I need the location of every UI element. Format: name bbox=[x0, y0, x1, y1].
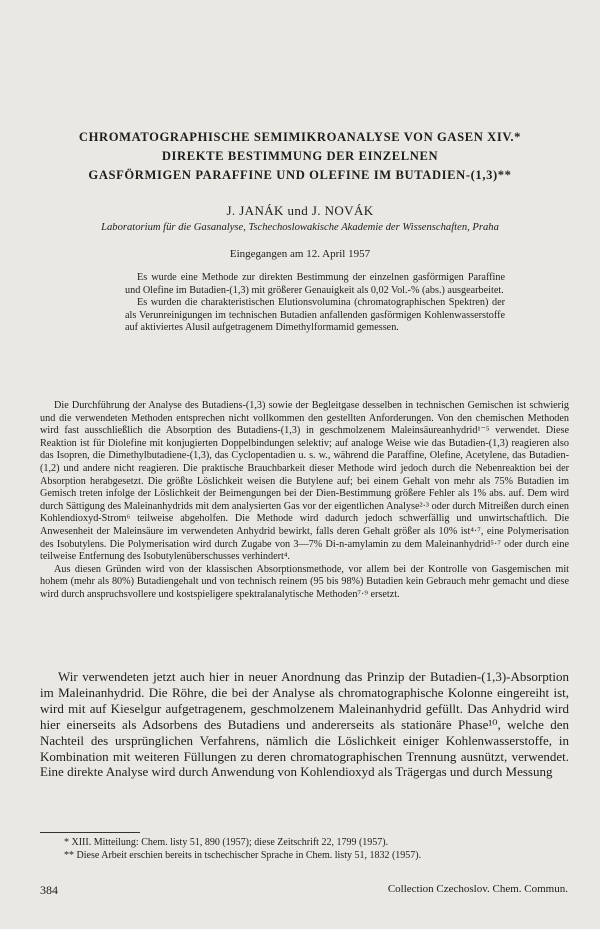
authors: J. JANÁK und J. NOVÁK bbox=[226, 203, 374, 218]
title-line-2: DIREKTE BESTIMMUNG DER EINZELNEN bbox=[161, 149, 439, 163]
page-number: 384 bbox=[40, 883, 58, 897]
body-paragraph: Wir verwendeten jetzt auch hier in neuer Anordnung das Prinzip der Butadien-(1,3)-Absorption im Maleinanhydrid. Die Röhre, die bei der Analyse als chromatographische Kolonne eingereiht ist, wird mit auf Kieselgur aufgetragenem, geschmolzenem Maleinanhydrid gefüllt. Das Anhydrid wird hier einerseits als Adsorbens des Butadiens und andererseits als stationäre Phase¹⁰, welche den Nachteil des ursprünglichen Verfahrens, nämlich die Löslichkeit einiger Kohlenwasserstoffe, in Kombination mit weiteren Füllungen zu deren chromatographischen Trennung ausnützt, verwendet. Eine direkte Analyse wird durch Anwendung von Kohlendioxyd als Trägergas und durch Messung bbox=[40, 669, 569, 780]
body-text-small bbox=[40, 400, 569, 602]
body-paragraph: Die Durchführung der Analyse des Butadiens-(1,3) sowie der Begleitgase desselben in technischen Gemischen ist schwierig und die verwendeten Methoden entsprechen nicht vollkommen den gestellten Anforderungen. Von den chemischen Methoden wird fast ausschließlich die Absorption des Butadiens-(1,3) in geschmolzenem Maleinsäureanhydrid¹⁻⁵ verwendet. Diese Reaktion ist für Diolefine mit konjugierten Doppelbindungen selektiv; auf analoge Weise wie das Butadien-(1,3) reagieren also das Isopren, die Dimethylbutadiene-(1,3), das Cyclopentadien u. s. w., während die Paraffine, Olefine, Acetylene, das Butadien-(1,2) und andere nicht reagieren. Die praktische Brauchbarkeit dieser Methode wird jedoch durch die Nebenreaktion bei der Absorption herabgesetzt. Die größte Löslichkeit weisen die Butylene auf; bei einem Gehalt von mehr als 75% Butadien im Gemisch treten infolge der Löslichkeit der Beimengungen bei der Dien-Bestimmung größere Fehler als 1% abs. auf. Dem wird durch Sättigung des Maleinanhydrids mit dem analysierten Gas vor der eigentlichen Analyse²·³ oder durch Mitreißen durch einen Kohlendioxyd-Strom⁶ teilweise abgeholfen. Die Methode wird dadurch jedoch schwerfällig und unwirtschaftlich. Die Anwesenheit der Maleinsäure im verwendeten Anhydrid bewirkt, falls deren Gehalt größer als 10% ist⁴·⁷, eine Polymerisation des Isobutylens. Die Polymerisation wird durch Zugabe von 3—7% Di-n-amylamin zu dem Maleinanhydrid⁵·⁷ oder durch eine teilweise Entfernung des Isobutylenüberschusses verhindert⁴. bbox=[40, 400, 569, 563]
title-line-3: GASFÖRMIGEN PARAFFINE UND OLEFINE IM BUTADIEN-(1,3)** bbox=[88, 168, 512, 182]
abstract-paragraph: Es wurde eine Methode zur direkten Bestimmung der einzelnen gasförmigen Paraffine und Olefine im Butadien-(1,3) mit größerer Genauigkeit als 0,02 Vol.-% (abs.) ausgearbeitet. bbox=[125, 272, 505, 296]
received-date: Eingegangen am 12. April 1957 bbox=[229, 248, 371, 260]
abstract bbox=[125, 272, 505, 335]
footnote: ** Diese Arbeit erschien bereits in tschechischer Sprache in Chem. listy 51, 1832 (1957). bbox=[64, 850, 422, 861]
journal-name: Collection Czechoslov. Chem. Commun. bbox=[387, 883, 568, 895]
body-text-large bbox=[40, 669, 569, 780]
abstract-paragraph: Es wurden die charakteristischen Elutionsvolumina (chromatographischen Spektren) der als Verunreinigungen im technischen Butadien anfallenden gasförmigen Kohlenwasserstoffe auf aktiviertes Alusil aufgetragenem Dimethylformamid gemessen. bbox=[125, 297, 505, 334]
footnote: * XIII. Mitteilung: Chem. listy 51, 890 (1957); diese Zeitschrift 22, 1799 (1957). bbox=[64, 837, 389, 848]
article-title bbox=[40, 128, 560, 185]
footnotes bbox=[40, 836, 569, 862]
title-line-1: CHROMATOGRAPHISCHE SEMIMIKROANALYSE VON GASEN XIV.* bbox=[78, 130, 522, 144]
affiliation: Laboratorium für die Gasanalyse, Tschechoslowakische Akademie der Wissenschaften, Praha bbox=[101, 222, 499, 233]
footnote-rule bbox=[40, 832, 140, 833]
body-paragraph: Aus diesen Gründen wird von der klassischen Absorptionsmethode, vor allem bei der Kontrolle von Gasgemischen mit hohem (mehr als 80%) Butadiengehalt und von technisch reinem (95 bis 98%) Butadien kein Gebrauch mehr gemacht und diese wird durch anspruchsvollere und kostspieligere spektralanalytische Methoden⁷·⁹ ersetzt. bbox=[40, 563, 569, 600]
